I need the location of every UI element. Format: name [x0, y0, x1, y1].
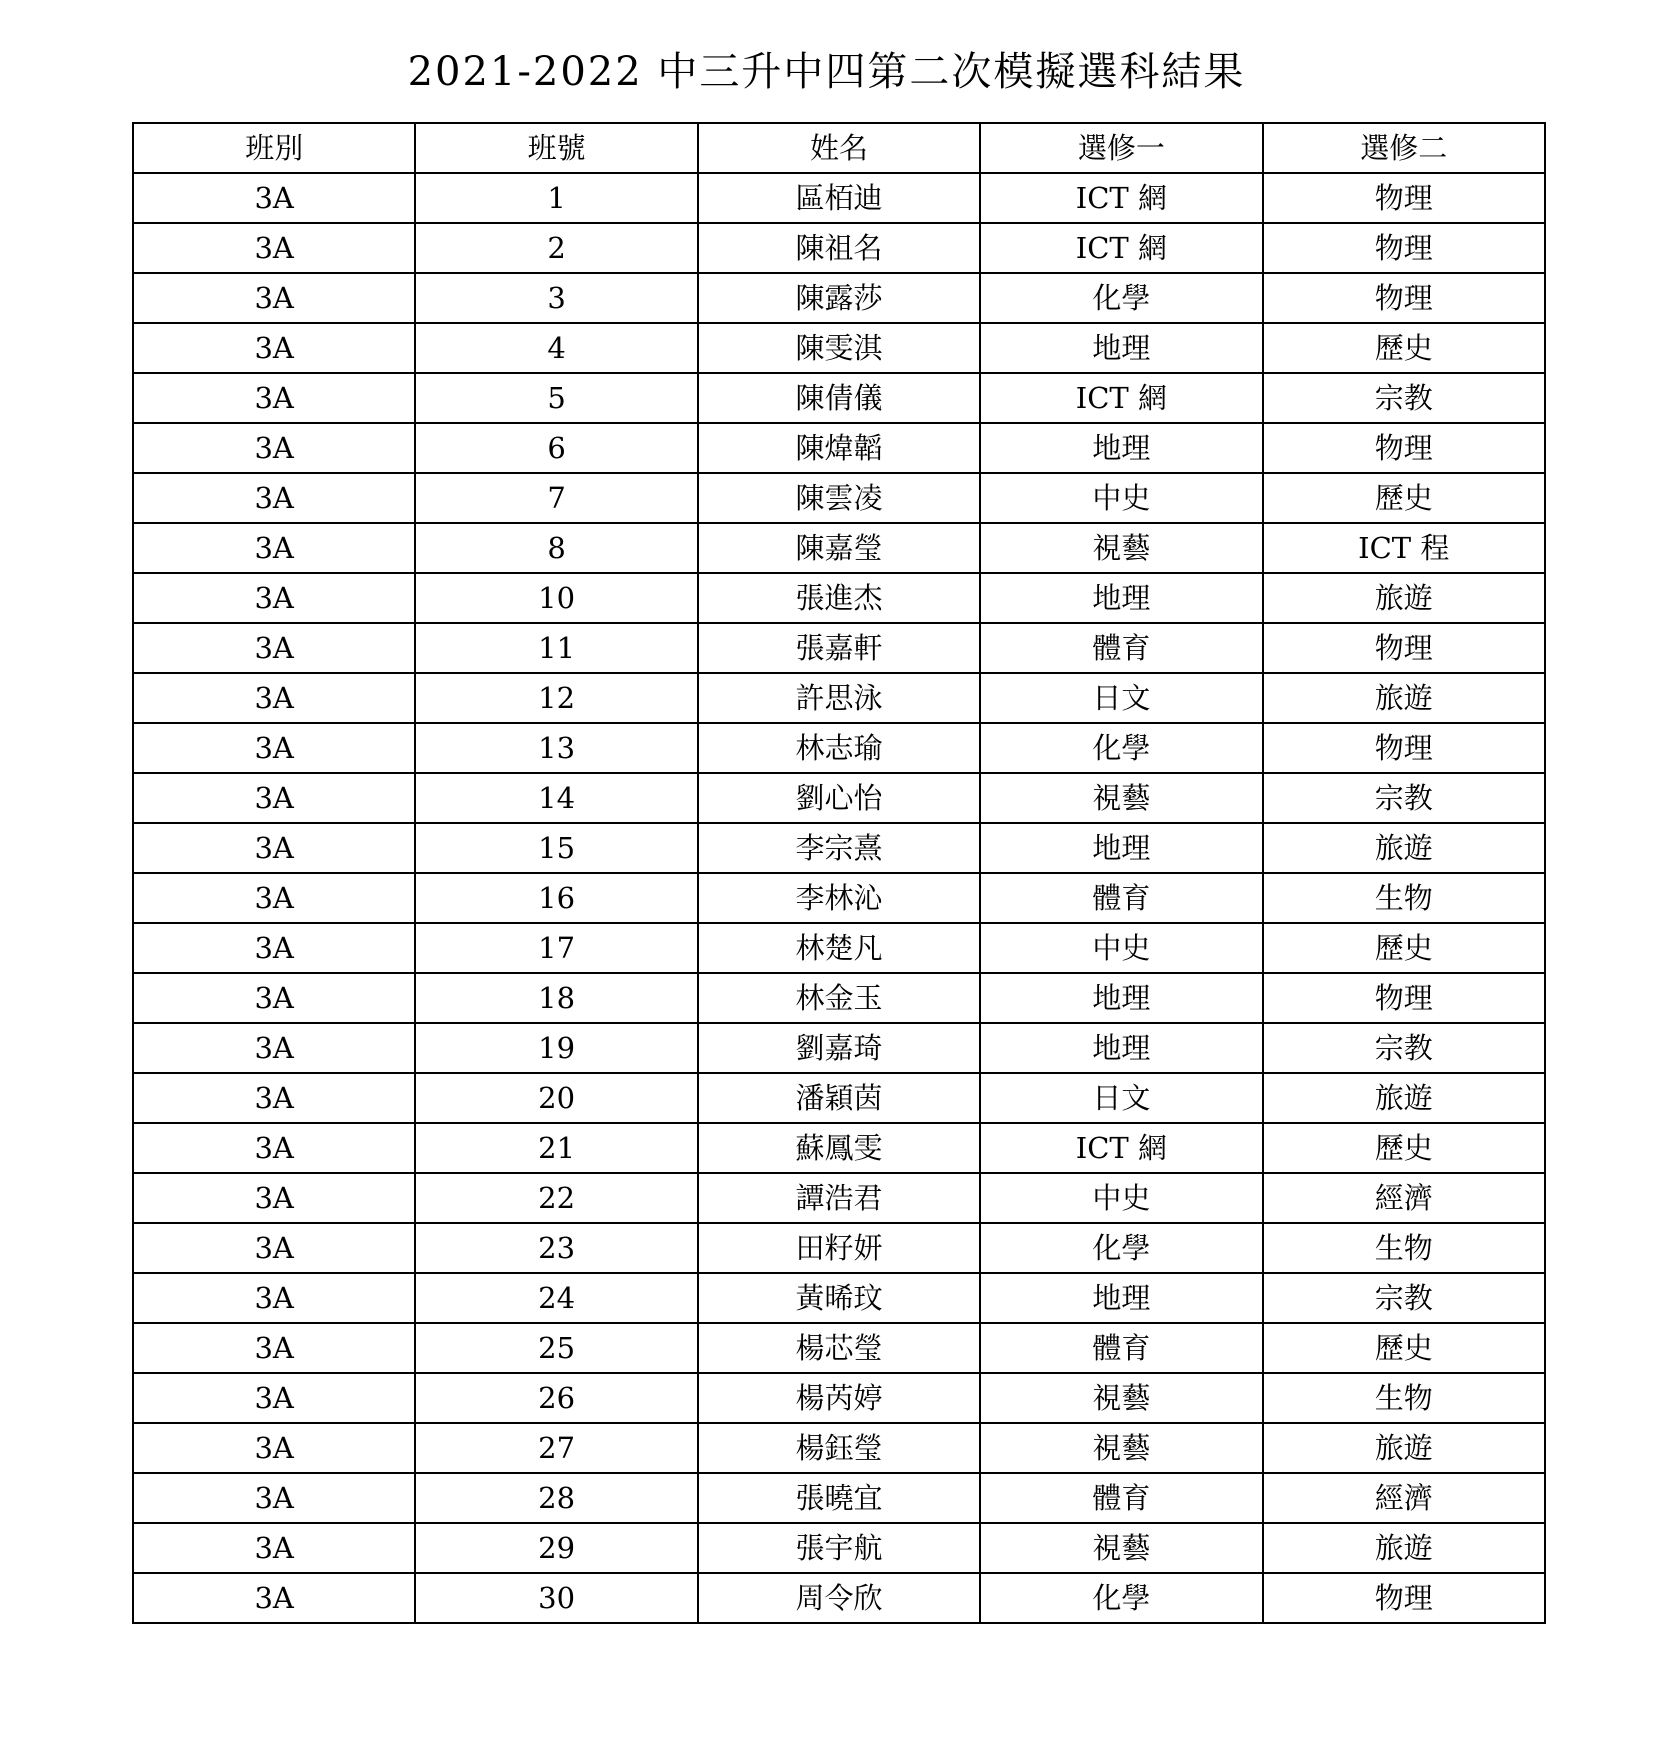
cell-name: 楊芮婷 — [698, 1373, 980, 1423]
cell-elective-1: ICT 網 — [980, 223, 1262, 273]
cell-class-number: 20 — [415, 1073, 697, 1123]
table-row — [133, 623, 1545, 673]
cell-class: 3A — [133, 623, 415, 673]
table-row — [133, 1023, 1545, 1073]
cell-elective-2: 物理 — [1263, 723, 1545, 773]
cell-elective-1: 化學 — [980, 273, 1262, 323]
cell-class-number: 2 — [415, 223, 697, 273]
table-row — [133, 973, 1545, 1023]
cell-name: 陳雯淇 — [698, 323, 980, 373]
cell-elective-1: 地理 — [980, 573, 1262, 623]
cell-class-number: 14 — [415, 773, 697, 823]
cell-class: 3A — [133, 1523, 415, 1573]
table-row — [133, 473, 1545, 523]
cell-name: 陳倩儀 — [698, 373, 980, 423]
cell-name: 楊芯瑩 — [698, 1323, 980, 1373]
cell-elective-2: 宗教 — [1263, 1273, 1545, 1323]
cell-name: 潘穎茵 — [698, 1073, 980, 1123]
cell-elective-2: 宗教 — [1263, 373, 1545, 423]
cell-elective-2: 旅遊 — [1263, 1523, 1545, 1573]
cell-elective-1: 化學 — [980, 1223, 1262, 1273]
cell-elective-1: 日文 — [980, 673, 1262, 723]
table-row — [133, 523, 1545, 573]
cell-elective-2: ICT 程 — [1263, 523, 1545, 573]
cell-elective-2: 物理 — [1263, 423, 1545, 473]
cell-elective-1: 視藝 — [980, 1423, 1262, 1473]
cell-elective-1: 體育 — [980, 623, 1262, 673]
cell-name: 林楚凡 — [698, 923, 980, 973]
cell-elective-2: 歷史 — [1263, 473, 1545, 523]
cell-elective-2: 歷史 — [1263, 923, 1545, 973]
table-row — [133, 573, 1545, 623]
table-row — [133, 1173, 1545, 1223]
cell-name: 陳露莎 — [698, 273, 980, 323]
cell-class-number: 10 — [415, 573, 697, 623]
cell-name: 許思泳 — [698, 673, 980, 723]
cell-class: 3A — [133, 1473, 415, 1523]
cell-class-number: 7 — [415, 473, 697, 523]
cell-name: 區栢迪 — [698, 173, 980, 223]
cell-class: 3A — [133, 1373, 415, 1423]
cell-elective-1: 化學 — [980, 723, 1262, 773]
cell-elective-1: 中史 — [980, 1173, 1262, 1223]
cell-elective-2: 經濟 — [1263, 1173, 1545, 1223]
cell-name: 陳嘉瑩 — [698, 523, 980, 573]
cell-elective-2: 物理 — [1263, 273, 1545, 323]
cell-name: 周令欣 — [698, 1573, 980, 1623]
table-row — [133, 223, 1545, 273]
cell-elective-2: 旅遊 — [1263, 823, 1545, 873]
cell-elective-1: 體育 — [980, 1473, 1262, 1523]
header-name: 姓名 — [698, 123, 980, 173]
cell-class: 3A — [133, 923, 415, 973]
cell-elective-1: ICT 網 — [980, 1123, 1262, 1173]
cell-class: 3A — [133, 423, 415, 473]
cell-name: 楊鈺瑩 — [698, 1423, 980, 1473]
cell-class-number: 3 — [415, 273, 697, 323]
cell-elective-2: 生物 — [1263, 1223, 1545, 1273]
table-row — [133, 1573, 1545, 1623]
results-table — [132, 122, 1546, 1624]
header-elective-1: 選修一 — [980, 123, 1262, 173]
cell-class-number: 27 — [415, 1423, 697, 1473]
cell-class: 3A — [133, 1423, 415, 1473]
table-row — [133, 423, 1545, 473]
table-row — [133, 1273, 1545, 1323]
cell-name: 張宇航 — [698, 1523, 980, 1573]
cell-elective-2: 歷史 — [1263, 1323, 1545, 1373]
table-row — [133, 873, 1545, 923]
table-row — [133, 1323, 1545, 1373]
cell-elective-1: 體育 — [980, 1323, 1262, 1373]
cell-elective-2: 物理 — [1263, 173, 1545, 223]
cell-class: 3A — [133, 323, 415, 373]
cell-class-number: 23 — [415, 1223, 697, 1273]
cell-class-number: 29 — [415, 1523, 697, 1573]
cell-name: 張嘉軒 — [698, 623, 980, 673]
cell-elective-2: 旅遊 — [1263, 1073, 1545, 1123]
cell-class: 3A — [133, 973, 415, 1023]
cell-name: 林志瑜 — [698, 723, 980, 773]
cell-elective-1: 地理 — [980, 973, 1262, 1023]
cell-class: 3A — [133, 1023, 415, 1073]
cell-name: 田籽妍 — [698, 1223, 980, 1273]
header-class-number: 班號 — [415, 123, 697, 173]
cell-class: 3A — [133, 523, 415, 573]
cell-class: 3A — [133, 573, 415, 623]
cell-class-number: 16 — [415, 873, 697, 923]
table-row — [133, 673, 1545, 723]
cell-elective-1: 視藝 — [980, 523, 1262, 573]
cell-class-number: 12 — [415, 673, 697, 723]
cell-class-number: 18 — [415, 973, 697, 1023]
page-title: 2021-2022 中三升中四第二次模擬選科結果 — [407, 49, 1246, 95]
cell-name: 劉嘉琦 — [698, 1023, 980, 1073]
table-header-row — [133, 123, 1545, 173]
cell-name: 黃晞玟 — [698, 1273, 980, 1323]
cell-elective-1: 地理 — [980, 1273, 1262, 1323]
cell-elective-2: 物理 — [1263, 973, 1545, 1023]
cell-class: 3A — [133, 1073, 415, 1123]
cell-name: 陳煒韜 — [698, 423, 980, 473]
cell-name: 劉心怡 — [698, 773, 980, 823]
cell-class: 3A — [133, 773, 415, 823]
cell-elective-2: 生物 — [1263, 873, 1545, 923]
table-row — [133, 823, 1545, 873]
cell-class: 3A — [133, 1273, 415, 1323]
cell-elective-2: 旅遊 — [1263, 673, 1545, 723]
cell-elective-1: ICT 網 — [980, 373, 1262, 423]
cell-class: 3A — [133, 373, 415, 423]
table-row — [133, 1523, 1545, 1573]
cell-class: 3A — [133, 1223, 415, 1273]
cell-class-number: 8 — [415, 523, 697, 573]
table-row — [133, 173, 1545, 223]
table-row — [133, 723, 1545, 773]
cell-class-number: 19 — [415, 1023, 697, 1073]
cell-class-number: 11 — [415, 623, 697, 673]
table-row — [133, 923, 1545, 973]
cell-elective-1: 中史 — [980, 923, 1262, 973]
cell-name: 譚浩君 — [698, 1173, 980, 1223]
cell-class-number: 1 — [415, 173, 697, 223]
cell-elective-1: 日文 — [980, 1073, 1262, 1123]
cell-class-number: 4 — [415, 323, 697, 373]
cell-elective-2: 旅遊 — [1263, 1423, 1545, 1473]
cell-class-number: 17 — [415, 923, 697, 973]
table-row — [133, 1373, 1545, 1423]
cell-class-number: 21 — [415, 1123, 697, 1173]
cell-class: 3A — [133, 823, 415, 873]
cell-class-number: 6 — [415, 423, 697, 473]
cell-class-number: 30 — [415, 1573, 697, 1623]
cell-elective-1: 化學 — [980, 1573, 1262, 1623]
cell-name: 陳祖名 — [698, 223, 980, 273]
cell-name: 張曉宜 — [698, 1473, 980, 1523]
header-class: 班別 — [133, 123, 415, 173]
cell-name: 陳雲凌 — [698, 473, 980, 523]
cell-class-number: 15 — [415, 823, 697, 873]
cell-class: 3A — [133, 1323, 415, 1373]
cell-elective-1: ICT 網 — [980, 173, 1262, 223]
cell-elective-1: 體育 — [980, 873, 1262, 923]
cell-class: 3A — [133, 1123, 415, 1173]
table-row — [133, 1473, 1545, 1523]
cell-elective-1: 地理 — [980, 423, 1262, 473]
cell-name: 林金玉 — [698, 973, 980, 1023]
cell-elective-2: 旅遊 — [1263, 573, 1545, 623]
cell-elective-2: 物理 — [1263, 223, 1545, 273]
cell-class-number: 13 — [415, 723, 697, 773]
cell-elective-2: 宗教 — [1263, 1023, 1545, 1073]
cell-name: 蘇鳳雯 — [698, 1123, 980, 1173]
cell-elective-2: 歷史 — [1263, 323, 1545, 373]
cell-class: 3A — [133, 473, 415, 523]
cell-class: 3A — [133, 673, 415, 723]
cell-class: 3A — [133, 873, 415, 923]
cell-elective-1: 視藝 — [980, 773, 1262, 823]
cell-class-number: 28 — [415, 1473, 697, 1523]
table-row — [133, 1123, 1545, 1173]
cell-elective-1: 視藝 — [980, 1523, 1262, 1573]
table-row — [133, 323, 1545, 373]
header-elective-2: 選修二 — [1263, 123, 1545, 173]
table-row — [133, 1073, 1545, 1123]
cell-elective-2: 經濟 — [1263, 1473, 1545, 1523]
cell-class-number: 25 — [415, 1323, 697, 1373]
cell-class: 3A — [133, 273, 415, 323]
cell-elective-1: 視藝 — [980, 1373, 1262, 1423]
cell-elective-2: 宗教 — [1263, 773, 1545, 823]
cell-elective-1: 地理 — [980, 823, 1262, 873]
cell-class: 3A — [133, 173, 415, 223]
table-row — [133, 1423, 1545, 1473]
table-row — [133, 273, 1545, 323]
cell-class-number: 5 — [415, 373, 697, 423]
cell-elective-2: 物理 — [1263, 1573, 1545, 1623]
cell-class: 3A — [133, 1573, 415, 1623]
cell-class-number: 24 — [415, 1273, 697, 1323]
cell-name: 張進杰 — [698, 573, 980, 623]
table-row — [133, 1223, 1545, 1273]
table-row — [133, 373, 1545, 423]
cell-class: 3A — [133, 1173, 415, 1223]
table-body — [133, 173, 1545, 1623]
cell-elective-1: 中史 — [980, 473, 1262, 523]
cell-elective-1: 地理 — [980, 1023, 1262, 1073]
cell-elective-2: 生物 — [1263, 1373, 1545, 1423]
table-row — [133, 773, 1545, 823]
cell-elective-1: 地理 — [980, 323, 1262, 373]
cell-class: 3A — [133, 723, 415, 773]
cell-name: 李林沁 — [698, 873, 980, 923]
cell-class-number: 26 — [415, 1373, 697, 1423]
cell-elective-2: 歷史 — [1263, 1123, 1545, 1173]
cell-class-number: 22 — [415, 1173, 697, 1223]
cell-class: 3A — [133, 223, 415, 273]
cell-elective-2: 物理 — [1263, 623, 1545, 673]
cell-name: 李宗熹 — [698, 823, 980, 873]
